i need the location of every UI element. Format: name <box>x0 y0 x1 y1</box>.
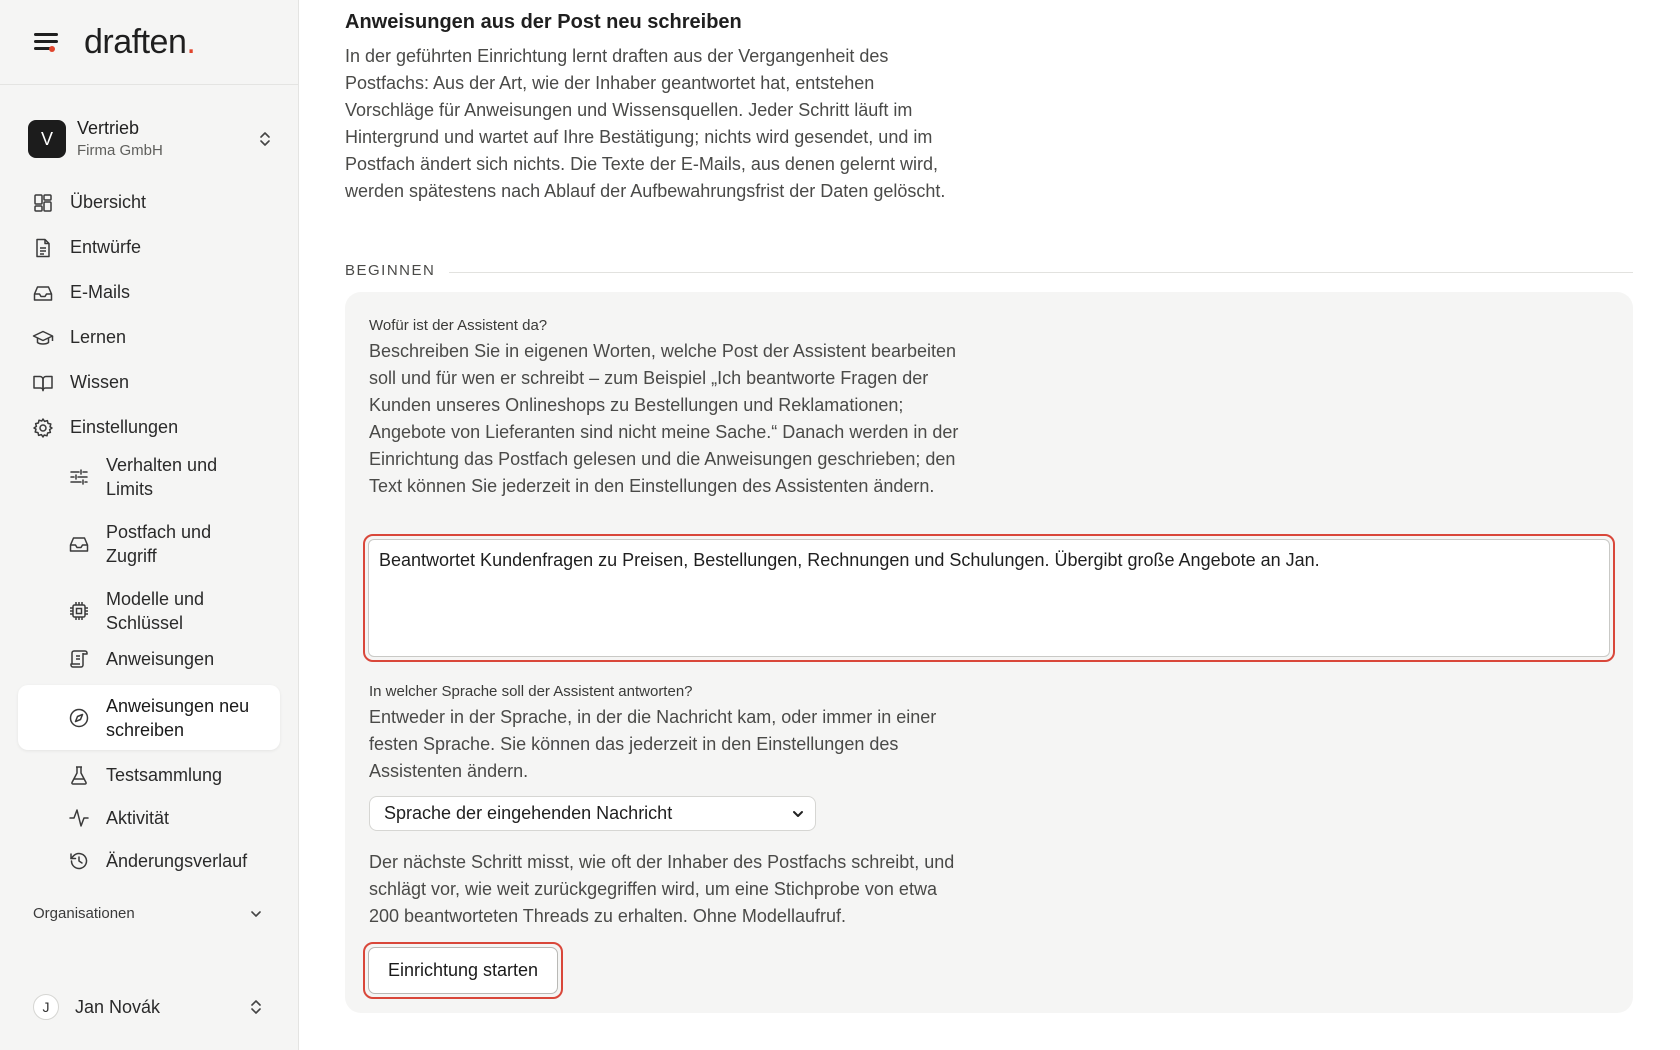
menu-icon[interactable] <box>34 31 60 53</box>
organisations-toggle[interactable] <box>33 905 263 922</box>
workspace-subtitle: Firma GmbH <box>77 142 163 160</box>
page-title: Anweisungen aus der Post neu schreiben <box>345 11 742 33</box>
activity-icon <box>68 807 90 829</box>
purpose-help: Beschreiben Sie in eigenen Worten, welche Post der Assistent bearbeiten soll und für wen er schreibt – zum Beispiel „Ich beantworte Fragen der Kunden unseres Onlineshops zu Bestellungen und Reklamationen; Angebote von Lieferanten sind nicht meine Sache.“ Danach werden in der Einrichtung das Postfach gelesen und die Anweisungen geschrieben; den Text können Sie jederzeit in den Einstellungen des Assistenten ändern. <box>369 341 959 496</box>
sidebar-item-emails[interactable] <box>18 270 280 315</box>
start-setup-button[interactable]: Einrichtung starten <box>368 947 558 994</box>
sidebar-item-label: E-Mails <box>70 282 131 302</box>
gear-icon <box>32 417 54 439</box>
chevron-down-icon <box>791 807 805 821</box>
document-icon <box>32 237 54 259</box>
compass-icon <box>68 707 90 729</box>
book-icon <box>32 372 54 394</box>
sidebar-subitem-mailbox-access[interactable] <box>18 521 280 567</box>
flask-icon <box>68 764 90 786</box>
sidebar-item-label: Modelle und Schlüssel <box>106 589 205 633</box>
sidebar-subitem-test-collection[interactable] <box>18 758 280 792</box>
sidebar-subitem-activity[interactable] <box>18 801 280 835</box>
sidebar-subitem-rewrite-instructions[interactable] <box>18 685 280 750</box>
divider <box>449 272 1633 273</box>
sidebar-item-settings[interactable] <box>18 405 280 450</box>
cpu-icon <box>68 600 90 622</box>
organisations-label: Organisationen <box>33 905 135 922</box>
sidebar-item-label: Einstellungen <box>70 417 179 437</box>
sidebar-item-knowledge[interactable] <box>18 360 280 405</box>
language-label: In welcher Sprache soll der Assistent antworten? <box>369 683 693 700</box>
language-select-value: Sprache der eingehenden Nachricht <box>384 803 673 823</box>
inbox-icon <box>68 533 90 555</box>
sidebar-subitem-behavior-limits[interactable] <box>18 454 280 500</box>
chevron-down-icon <box>249 907 263 921</box>
sidebar-item-learn[interactable] <box>18 315 280 360</box>
logo[interactable] <box>84 23 195 62</box>
logo-dot: . <box>186 22 196 61</box>
workspace-name: Vertrieb <box>77 117 140 138</box>
sidebar-item-label: Testsammlung <box>106 765 223 785</box>
sidebar-subitem-change-history[interactable] <box>18 844 280 878</box>
chevron-up-down-icon <box>258 130 272 148</box>
scroll-icon <box>68 648 90 670</box>
sidebar-item-label: Entwürfe <box>70 237 142 257</box>
purpose-label: Wofür ist der Assistent da? <box>369 317 548 334</box>
section-header <box>345 262 1633 279</box>
graduation-cap-icon <box>32 327 54 349</box>
purpose-textarea[interactable]: Beantwortet Kundenfragen zu Preisen, Bestellungen, Rechnungen und Schulungen. Übergibt große Angebote an Jan. <box>368 539 1610 657</box>
setup-card <box>345 292 1633 1013</box>
sidebar <box>0 0 299 1050</box>
language-select[interactable] <box>369 796 816 831</box>
sidebar-item-label: Aktivität <box>106 808 170 828</box>
sidebar-item-label: Wissen <box>70 372 130 392</box>
sidebar-item-label: Anweisungen neu schreiben <box>106 695 250 740</box>
history-icon <box>68 850 90 872</box>
section-label: BEGINNEN <box>345 262 436 279</box>
sidebar-item-drafts[interactable] <box>18 225 280 270</box>
sidebar-item-label: Postfach und Zugriff <box>106 522 212 566</box>
inbox-icon <box>32 282 54 304</box>
sliders-icon <box>68 466 90 488</box>
sidebar-item-label: Verhalten und Limits <box>106 455 218 499</box>
start-button-highlight <box>363 942 563 999</box>
sidebar-nav <box>18 180 280 878</box>
logo-text: draften <box>84 22 187 61</box>
sidebar-item-label: Lernen <box>70 327 127 347</box>
brand-header <box>0 0 298 85</box>
sidebar-item-overview[interactable] <box>18 180 280 225</box>
user-menu[interactable] <box>33 994 263 1020</box>
workspace-switcher[interactable] <box>28 118 272 160</box>
page-description: In der geführten Einrichtung lernt draften aus der Vergangenheit des Postfachs: Aus der Art, wie der Inhaber geantwortet hat, entstehen Vorschläge für Anweisungen und Wissensquellen. Jeder Schritt läuft im Hintergrund und wartet auf Ihre Bestätigung; nichts wird gesendet, und im Postfach ändert sich nichts. Die Texte der E-Mails, aus denen gelernt wird, werden spätestens nach Ablauf der Aufbewahrungsfrist der Daten gelöscht. <box>345 46 946 201</box>
dashboard-icon <box>32 192 54 214</box>
purpose-field-highlight <box>363 534 1615 662</box>
sidebar-item-label: Übersicht <box>70 192 147 212</box>
user-name: Jan Novák <box>75 996 161 1017</box>
workspace-avatar: V <box>28 120 66 158</box>
sidebar-item-label: Anweisungen <box>106 649 215 669</box>
language-help: Entweder in der Sprache, in der die Nachricht kam, oder immer in einer festen Sprache. Sie können das jederzeit in den Einstellungen des Assistenten ändern. <box>369 707 937 781</box>
next-step-help: Der nächste Schritt misst, wie oft der Inhaber des Postfachs schreibt, und schlägt vor, wie weit zurückgegriffen wird, um eine Stichprobe von etwa 200 beantworteten Threads zu erhalten. Ohne Modellaufruf. <box>369 852 955 926</box>
chevron-up-down-icon <box>249 998 263 1016</box>
sidebar-subitem-models-keys[interactable] <box>18 588 280 634</box>
avatar: J <box>33 994 59 1020</box>
sidebar-item-label: Änderungsverlauf <box>106 851 248 871</box>
sidebar-subitem-instructions[interactable] <box>18 643 280 675</box>
